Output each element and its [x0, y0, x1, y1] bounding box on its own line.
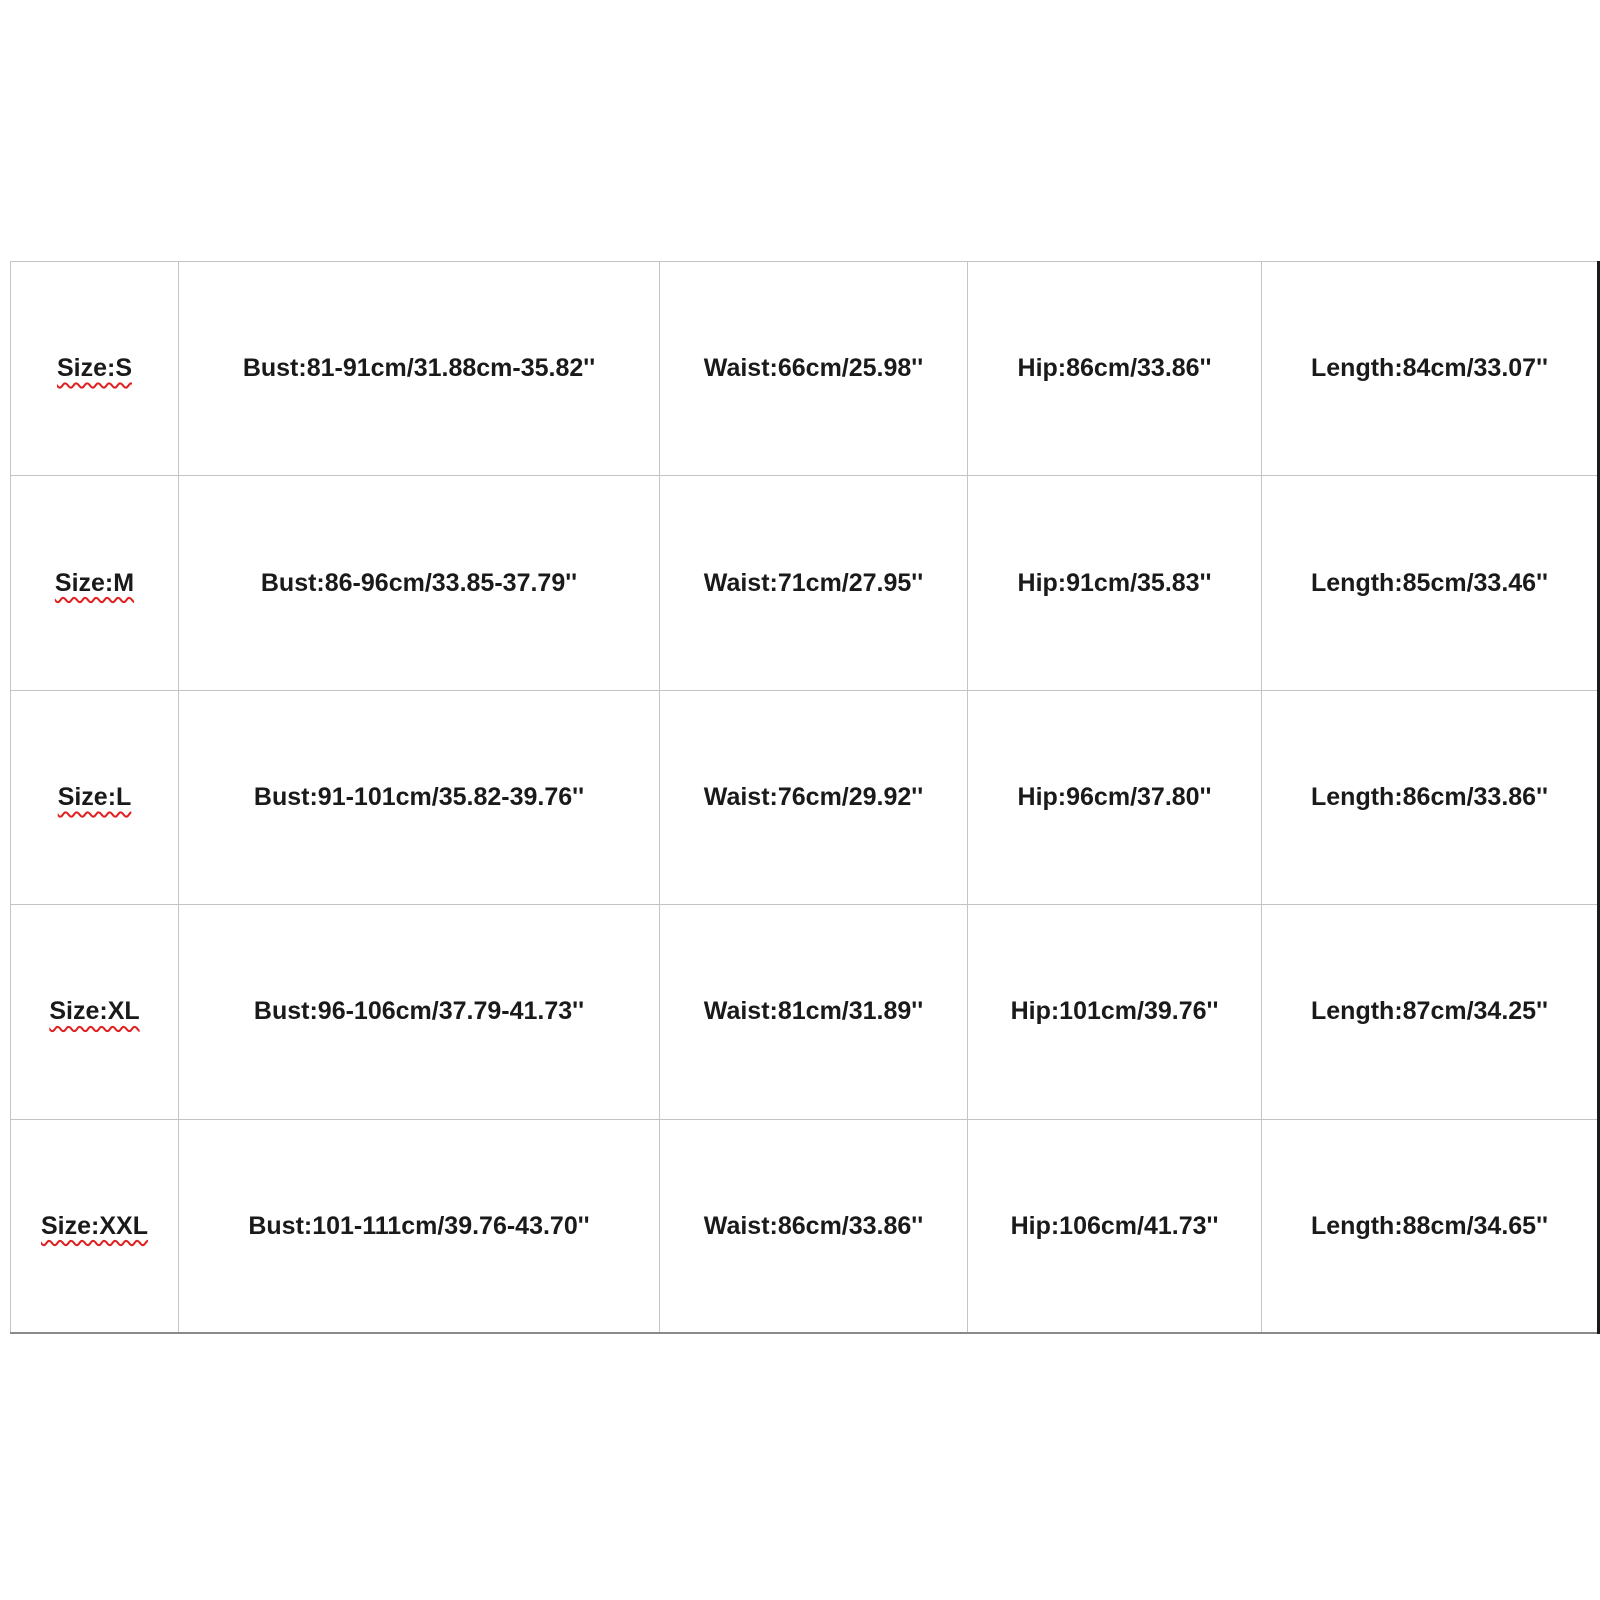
size-label: Size:L: [57, 782, 132, 811]
size-cell: [11, 262, 179, 476]
table-row: [11, 690, 1599, 904]
length-cell: Length:85cm/33.46'': [1262, 476, 1599, 690]
waist-cell: Waist:66cm/25.98'': [660, 262, 968, 476]
size-cell: [11, 690, 179, 904]
size-label: Size:XL: [49, 997, 140, 1026]
table-row: [11, 1119, 1599, 1333]
size-label: Size:S: [56, 354, 133, 383]
bust-cell: Bust:81-91cm/31.88cm-35.82'': [179, 262, 660, 476]
hip-cell: Hip:91cm/35.83'': [968, 476, 1262, 690]
size-label: Size:XXL: [41, 1211, 148, 1240]
table-row: [11, 476, 1599, 690]
table-row: [11, 262, 1599, 476]
waist-cell: Waist:76cm/29.92'': [660, 690, 968, 904]
length-cell: Length:84cm/33.07'': [1262, 262, 1599, 476]
size-cell: [11, 476, 179, 690]
waist-cell: Waist:81cm/31.89'': [660, 905, 968, 1119]
length-cell: Length:88cm/34.65'': [1262, 1119, 1599, 1333]
length-cell: Length:87cm/34.25'': [1262, 905, 1599, 1119]
waist-cell: Waist:71cm/27.95'': [660, 476, 968, 690]
bust-cell: Bust:86-96cm/33.85-37.79'': [179, 476, 660, 690]
waist-cell: Waist:86cm/33.86'': [660, 1119, 968, 1333]
bust-cell: Bust:96-106cm/37.79-41.73'': [179, 905, 660, 1119]
hip-cell: Hip:106cm/41.73'': [968, 1119, 1262, 1333]
table-row: [11, 905, 1599, 1119]
length-cell: Length:86cm/33.86'': [1262, 690, 1599, 904]
hip-cell: Hip:86cm/33.86'': [968, 262, 1262, 476]
size-chart-table: [10, 261, 1600, 1334]
bust-cell: Bust:101-111cm/39.76-43.70'': [179, 1119, 660, 1333]
size-label: Size:M: [54, 568, 135, 597]
size-cell: [11, 1119, 179, 1333]
hip-cell: Hip:101cm/39.76'': [968, 905, 1262, 1119]
hip-cell: Hip:96cm/37.80'': [968, 690, 1262, 904]
bust-cell: Bust:91-101cm/35.82-39.76'': [179, 690, 660, 904]
size-cell: [11, 905, 179, 1119]
